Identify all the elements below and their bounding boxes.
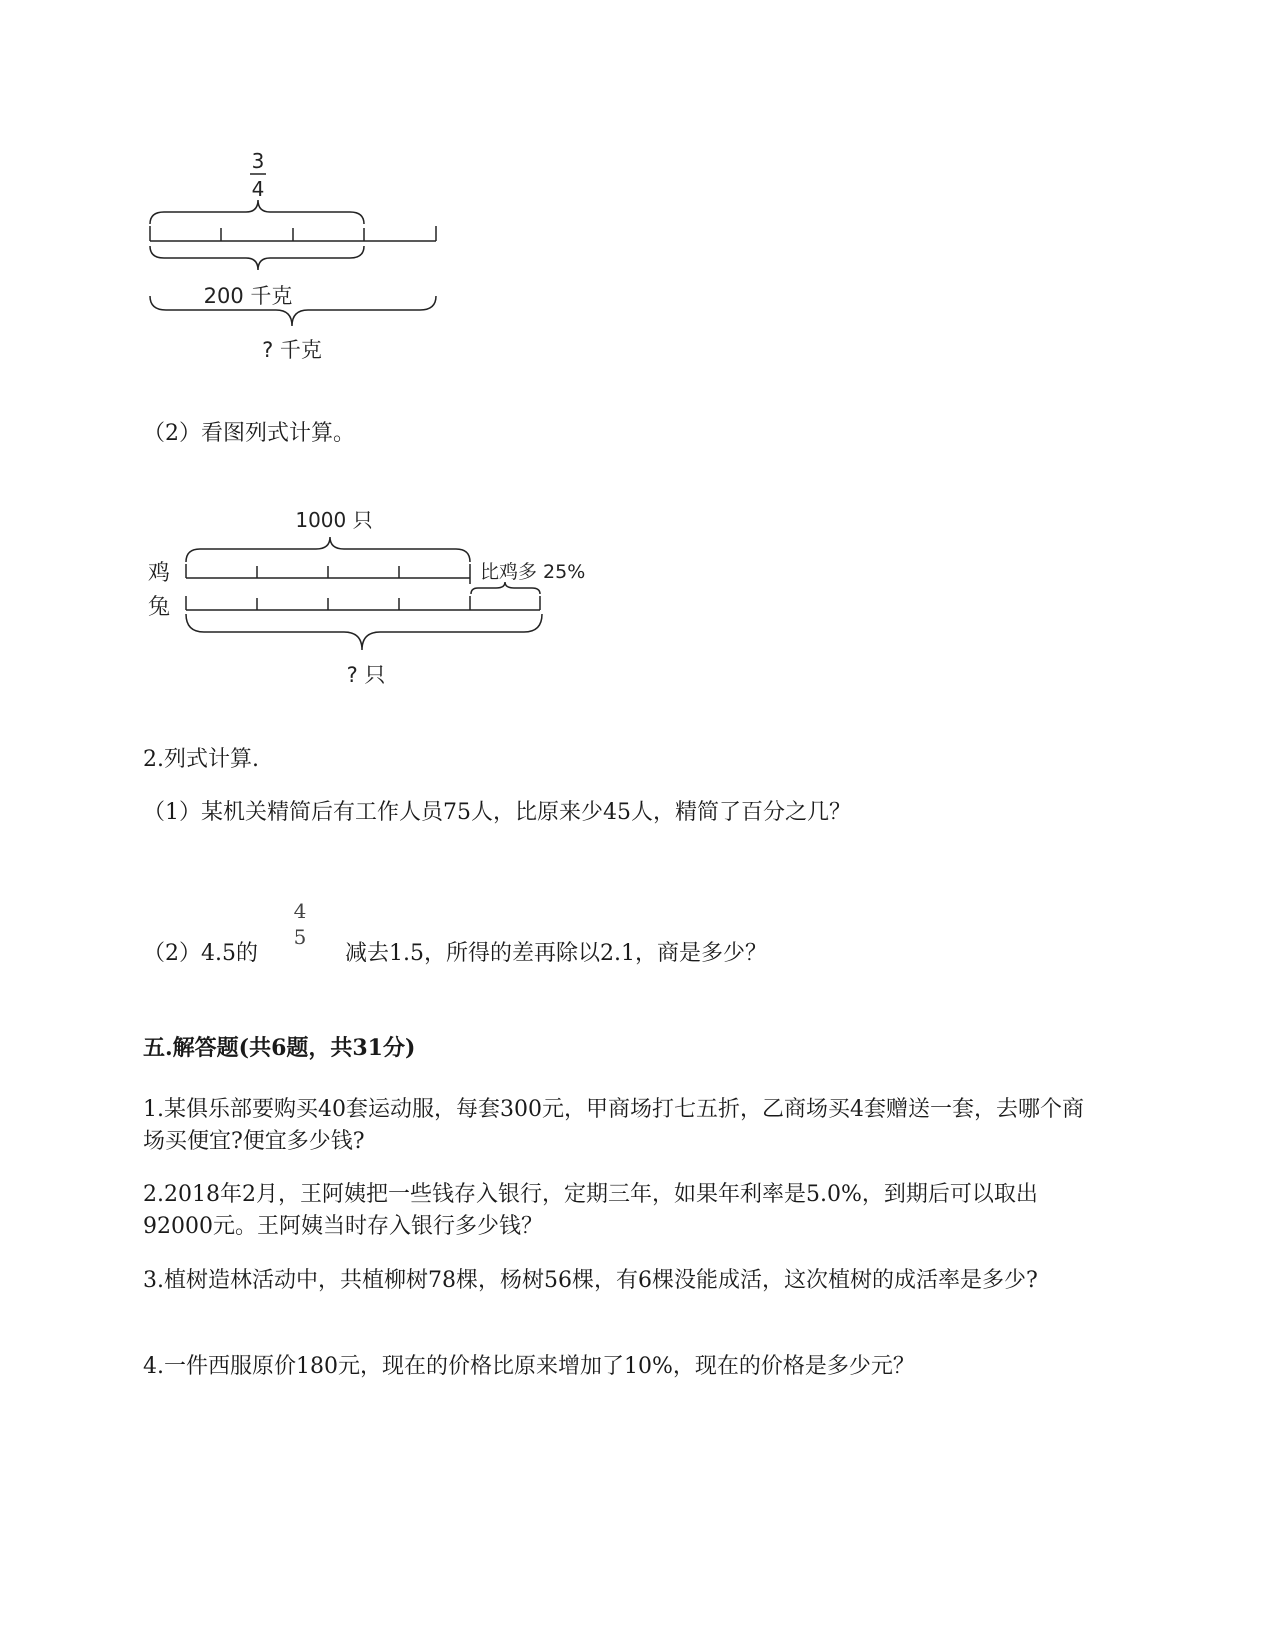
diagram2-rabbit-ticks [186,596,540,610]
comparison-bar-diagram-2 [140,500,600,700]
diagram2-top-brace [186,537,470,562]
section-5-heading: 五.解答题(共6题，共31分) [143,1035,416,1061]
section-5-question-1: 1.某俱乐部要购买40套运动服，每套300元，甲商场打七五折，乙商场买4套赠送一套，去哪个商场买便宜?便宜多少钱? [143,1097,1084,1154]
diagram1-fraction-denominator: 4 [251,177,265,201]
section-2-question-2-fraction [285,898,315,950]
fraction-denominator: 5 [293,925,307,949]
diagram1-top-brace [150,200,364,224]
sub-question-2-caption: （2）看图列式计算。 [143,421,355,446]
diagram1-fraction-numerator: 3 [251,149,265,173]
section-2-question-2-prefix: （2）4.5的 [143,941,258,966]
diagram2-row1-label: 鸡 [148,561,171,586]
diagram2-chicken-ticks [186,564,470,584]
section-5-question-3: 3.植树造林活动中，共植柳树78棵，杨树56棵，有6棵没能成活，这次植树的成活率是多少? [143,1268,1038,1293]
fraction-bar-diagram-1 [140,140,460,370]
diagram2-bottom-brace [186,614,542,650]
section-5-question-2: 2.2018年2月，王阿姨把一些钱存入银行，定期三年，如果年利率是5.0%，到期后可以取出92000元。王阿姨当时存入银行多少钱？ [143,1182,1038,1239]
diagram2-bottom-label: ? 只 [346,663,386,687]
fraction-numerator: 4 [293,899,307,923]
section-2-question-2-suffix: 减去1.5，所得的差再除以2.1，商是多少？ [345,941,767,966]
diagram2-row2-label: 兔 [148,595,171,620]
diagram1-known-label: 200 千克 [203,284,293,308]
diagram2-extra-brace [471,582,540,594]
diagram2-side-label: 比鸡多 25% [480,561,586,583]
diagram1-unknown-label: ? 千克 [262,338,322,362]
section-2-question-1: （1）某机关精简后有工作人员75人，比原来少45人，精简了百分之几？ [143,800,851,825]
diagram1-bottom-brace [150,296,436,326]
section-2-title: 2.列式计算. [143,747,259,772]
diagram1-tick-marks [150,226,436,241]
section-5-question-4: 4.一件西服原价180元，现在的价格比原来增加了10%，现在的价格是多少元？ [143,1354,915,1379]
diagram2-top-label: 1000 只 [295,508,373,532]
diagram1-middle-brace [150,246,364,270]
